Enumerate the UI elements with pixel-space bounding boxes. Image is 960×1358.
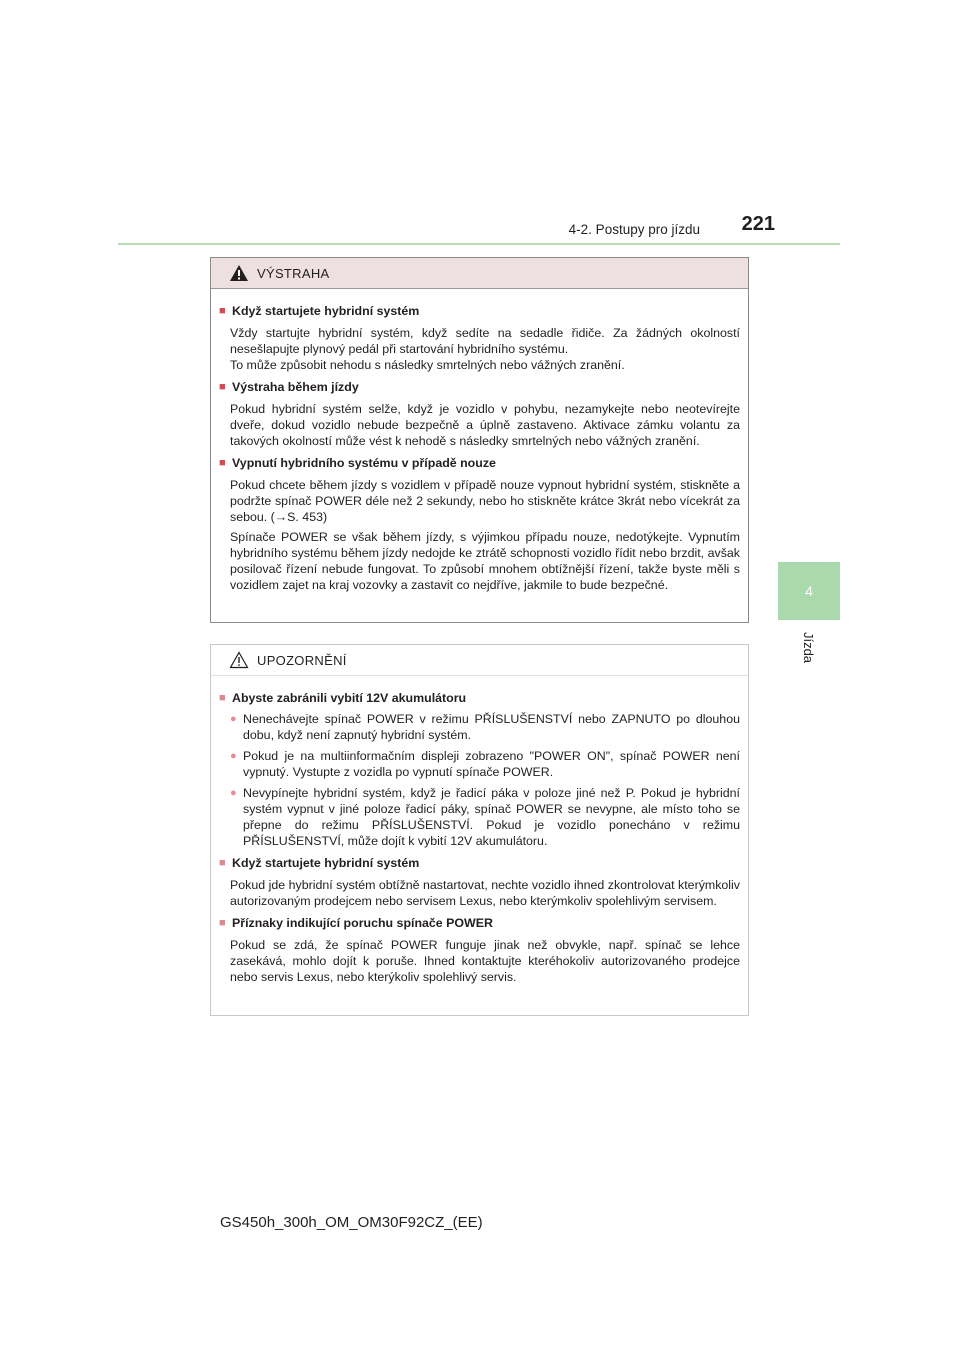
section-heading	[219, 379, 740, 395]
list-item-text: Nenechávejte spínač POWER v režimu PŘÍSLUŠENSTVÍ nebo ZAPNUTO po dlouhou dobu, když není zapnutý hybridní systém.	[243, 712, 740, 742]
chapter-label	[778, 622, 840, 672]
page-number: 221	[741, 213, 775, 235]
body-paragraph: Pokud se zdá, že spínač POWER funguje jinak než obvykle, např. spínač se lehce zasekává, mohlo dojít k poruše. Ihned kontaktujte kteréhokoliv autorizovaného prodejce nebo servis Lexus, nebo kterýkoliv spolehlivý servis.	[230, 938, 740, 984]
section-heading-text: Když startujete hybridní systém	[232, 856, 420, 870]
section-heading	[219, 690, 740, 706]
warning-header	[211, 258, 748, 289]
section-heading	[219, 855, 740, 871]
chapter-number: 4	[805, 583, 813, 599]
body-paragraph: Pokud chcete během jízdy s vozidlem v případě nouze vypnout hybridní systém, stiskněte a podržte spínač POWER déle než 2 sekundy, nebo ho stiskněte krátce 3krát nebo vícekrát za sebou. (→S. 453)	[230, 478, 740, 524]
bullet-dot-icon: ●	[230, 750, 237, 762]
square-bullet-icon: ■	[219, 381, 226, 393]
chapter-tab	[778, 562, 840, 620]
header-divider	[118, 243, 840, 245]
body-paragraph: Pokud jde hybridní systém obtížně nastartovat, nechte vozidlo ihned zkontrolovat kterýmkoliv autorizovaným prodejcem nebo servisem Lexus, nebo kterýmkoliv spolehlivým servisem.	[230, 878, 740, 908]
square-bullet-icon: ■	[219, 457, 226, 469]
square-bullet-icon: ■	[219, 917, 226, 929]
section-heading	[219, 303, 740, 319]
list-item	[230, 748, 740, 780]
square-bullet-icon: ■	[219, 692, 226, 704]
warning-triangle-icon	[229, 264, 249, 282]
section-heading	[219, 915, 740, 931]
body-paragraph: Pokud hybridní systém selže, když je vozidlo v pohybu, nezamykejte nebo neotevírejte dveře, dokud vozidlo nebude bezpečně a úplně zastaveno. Aktivace zámku volantu za takových okolností může vést k nehodě s následky smrtelných nebo vážných zranění.	[230, 402, 740, 448]
section-heading-text: Vypnutí hybridního systému v případě nouze	[232, 456, 496, 470]
list-item	[230, 785, 740, 849]
chapter-label-text: Jízda	[801, 631, 817, 663]
list-item-text: Nevypínejte hybridní systém, když je řadicí páka v poloze jiné než P. Pokud je hybridní systém vypnut v jiné poloze řadicí páky, spínač POWER se nevypne, ale místo toho se přepne do režimu PŘÍSLUŠENSTVÍ. Pokud je vozidlo ponecháno v režimu PŘÍSLUŠENSTVÍ, může dojít k vybití 12V akumulátoru.	[243, 786, 740, 848]
warning-title: VÝSTRAHA	[257, 265, 330, 281]
caution-header	[211, 645, 748, 676]
square-bullet-icon: ■	[219, 305, 226, 317]
list-item-text: Pokud je na multiinformačním displeji zobrazeno "POWER ON", spínač POWER není vypnutý. Vystupte z vozidla po vypnutí spínače POWER.	[243, 749, 740, 779]
bullet-dot-icon: ●	[230, 787, 237, 799]
square-bullet-icon: ■	[219, 857, 226, 869]
section-heading-text: Když startujete hybridní systém	[232, 304, 420, 318]
section-heading-text: Výstraha během jízdy	[232, 380, 359, 394]
list-item	[230, 711, 740, 743]
caution-title: UPOZORNĚNÍ	[257, 652, 347, 668]
body-paragraph: Vždy startujte hybridní systém, když sedíte na sedadle řidiče. Za žádných okolností nesešlapujte plynový pedál při startování hybridního systému. To může způsobit nehodu s následky smrtelných nebo vážných zranění.	[230, 326, 740, 372]
caution-box	[210, 644, 749, 1016]
warning-box	[210, 257, 749, 623]
document-code: GS450h_300h_OM_OM30F92CZ_(EE)	[220, 1214, 483, 1231]
page-header	[0, 0, 960, 250]
bullet-dot-icon: ●	[230, 713, 237, 725]
section-heading-text: Příznaky indikující poruchu spínače POWER	[232, 916, 493, 930]
caution-body	[211, 676, 748, 985]
section-title: 4-2. Postupy pro jízdu	[568, 222, 700, 237]
section-heading-text: Abyste zabránili vybití 12V akumulátoru	[232, 691, 467, 705]
warning-body	[211, 289, 748, 593]
section-heading	[219, 455, 740, 471]
caution-triangle-icon	[229, 651, 249, 669]
body-paragraph: Spínače POWER se však během jízdy, s výjimkou případu nouze, nedotýkejte. Vypnutím hybridního systému během jízdy nedojde ke ztrátě schopnosti vozidlo řídit nebo brzdit, avšak posilovač řízení nebude fungovat. To způsobí mnohem obtížnější řízení, takže byste měli s vozidlem zajet na kraj vozovky a zastavit co nejdříve, jakmile to bude bezpečné.	[230, 530, 740, 592]
